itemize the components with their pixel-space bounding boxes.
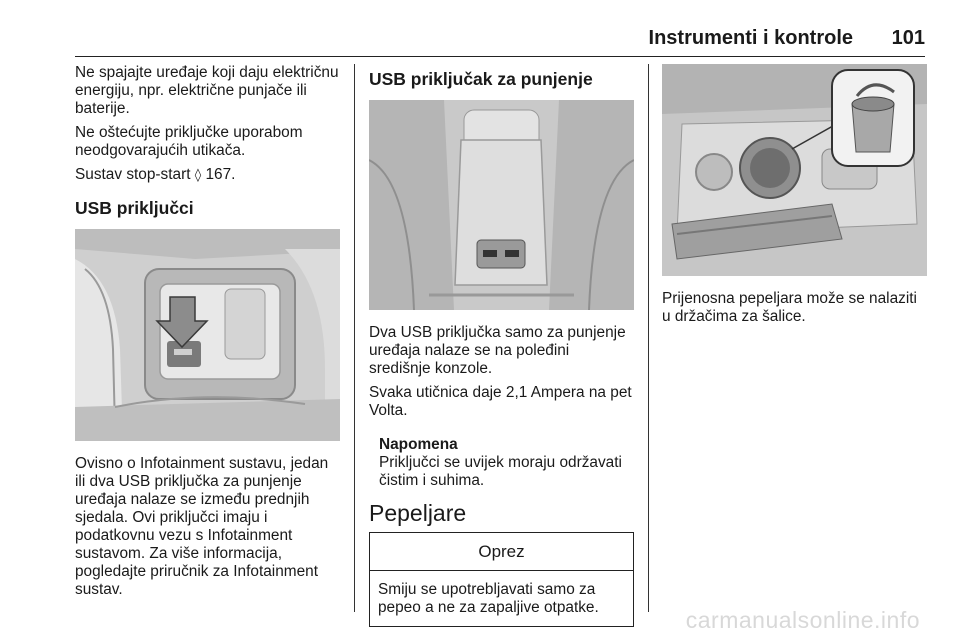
page-number: 101 xyxy=(891,27,925,49)
note-title: Napomena xyxy=(379,436,458,453)
stop-start-page-link[interactable]: 167. xyxy=(201,166,236,183)
column-divider-2 xyxy=(648,64,649,612)
figure-rear-usb-charging xyxy=(369,100,634,310)
caution-title: Oprez xyxy=(370,533,633,571)
caution-text: Smiju se upotrebljavati samo za pepeo a ne za zapaljive otpatke. xyxy=(378,581,599,616)
page-reference-icon: ◊ xyxy=(194,168,202,183)
figure-usb-console xyxy=(75,229,340,441)
heading-usb-ports: USB priključci xyxy=(75,198,194,218)
page-title: Instrumenti i kontrole xyxy=(648,27,853,49)
column-1 xyxy=(75,64,341,605)
paragraph-portable-ashtray: Prijenosna pepeljara može se nalaziti u držačima za šalice. xyxy=(662,290,917,325)
paragraph-power-devices: Ne spajajte uređaje koji daju električnu energiju, npr. električne punjače ili baterije. xyxy=(75,64,339,117)
paragraph-usb-ports: Ovisno o Infotainment sustavu, jedan ili dva USB priključka za punjenje uređaja nalaze se između prednjih sjedala. Ovi priključci imaju i podatkovnu vezu s Infotainment sustavom. Za više informacija, pogledajte priručnik za Infotainment sustav. xyxy=(75,455,329,598)
column-3 xyxy=(662,64,927,332)
column-2 xyxy=(369,64,634,627)
paragraph-plugs: Ne oštećujte priključke uporabom neodgovarajućih utikača. xyxy=(75,124,303,159)
stop-start-text: Sustav stop-start xyxy=(75,166,195,183)
paragraph-stop-start xyxy=(75,166,341,185)
heading-ashtrays: Pepeljare xyxy=(369,500,467,526)
figure-portable-ashtray xyxy=(662,64,927,276)
note-block xyxy=(379,436,634,490)
heading-usb-charging: USB priključak za punjenje xyxy=(369,69,593,89)
watermark: carmanualsonline.info xyxy=(685,607,920,633)
paragraph-two-usb: Dva USB priključka samo za punjenje uređaja nalaze se na poleđini središnje konzole. xyxy=(369,324,626,377)
note-text: Priključci se uvijek moraju održavati čistim i suhima. xyxy=(379,454,622,489)
paragraph-ampere: Svaka utičnica daje 2,1 Ampera na pet Volta. xyxy=(369,384,632,419)
caution-box xyxy=(369,532,634,627)
column-divider-1 xyxy=(354,64,355,612)
page-header xyxy=(75,22,925,57)
